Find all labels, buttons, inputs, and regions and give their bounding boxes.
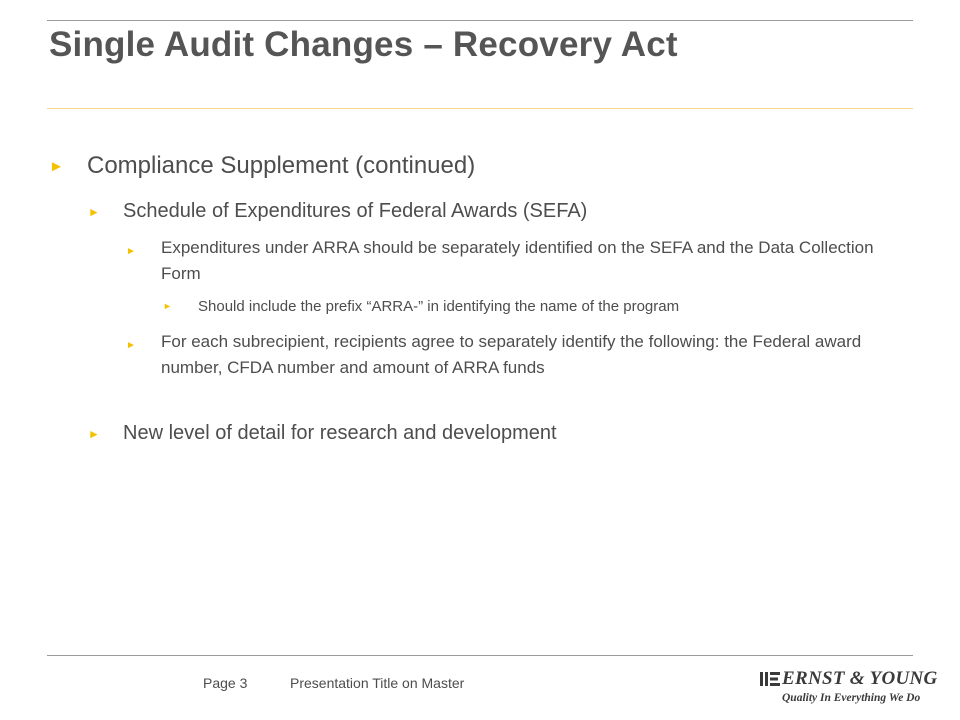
bullet-text: For each subrecipient, recipients agree to separately identify the following: the Federal award number, CFDA number and amount of ARRA funds — [161, 332, 862, 377]
bullet-arrow-icon: ► — [163, 301, 172, 311]
bullet-arra-expenditures — [126, 235, 896, 287]
bullet-compliance-supplement — [49, 152, 909, 180]
logo-tagline: Quality In Everything We Do — [782, 692, 921, 704]
bullet-arrow-icon: ► — [88, 427, 100, 441]
bullet-arra-prefix — [163, 298, 903, 315]
slide-title: Single Audit Changes – Recovery Act — [49, 25, 678, 64]
bullet-research-development — [88, 422, 908, 445]
top-rule — [47, 20, 913, 21]
footer-rule — [47, 655, 913, 656]
bullet-text: Expenditures under ARRA should be separately identified on the SEFA and the Data Collection Form — [161, 238, 874, 283]
bullet-text: New level of detail for research and development — [123, 422, 557, 444]
bullet-arrow-icon: ► — [49, 158, 64, 175]
footer-page-number: Page 3 — [203, 675, 248, 691]
bullet-text: Schedule of Expenditures of Federal Awards (SEFA) — [123, 200, 588, 222]
title-underline — [47, 108, 913, 109]
bullet-sefa — [88, 200, 908, 223]
logo-name: ERNST & YOUNG — [782, 668, 938, 689]
bullet-subrecipient — [126, 329, 896, 381]
ernst-young-logo — [760, 668, 938, 712]
bullet-arrow-icon: ► — [126, 340, 136, 351]
bullet-arrow-icon: ► — [126, 246, 136, 257]
bullet-text: Compliance Supplement (continued) — [87, 152, 476, 179]
bullet-text: Should include the prefix “ARRA-” in identifying the name of the program — [198, 298, 680, 315]
logo-mark-icon — [760, 672, 780, 686]
footer-presentation-title: Presentation Title on Master — [290, 675, 465, 691]
bullet-arrow-icon: ► — [88, 205, 100, 219]
